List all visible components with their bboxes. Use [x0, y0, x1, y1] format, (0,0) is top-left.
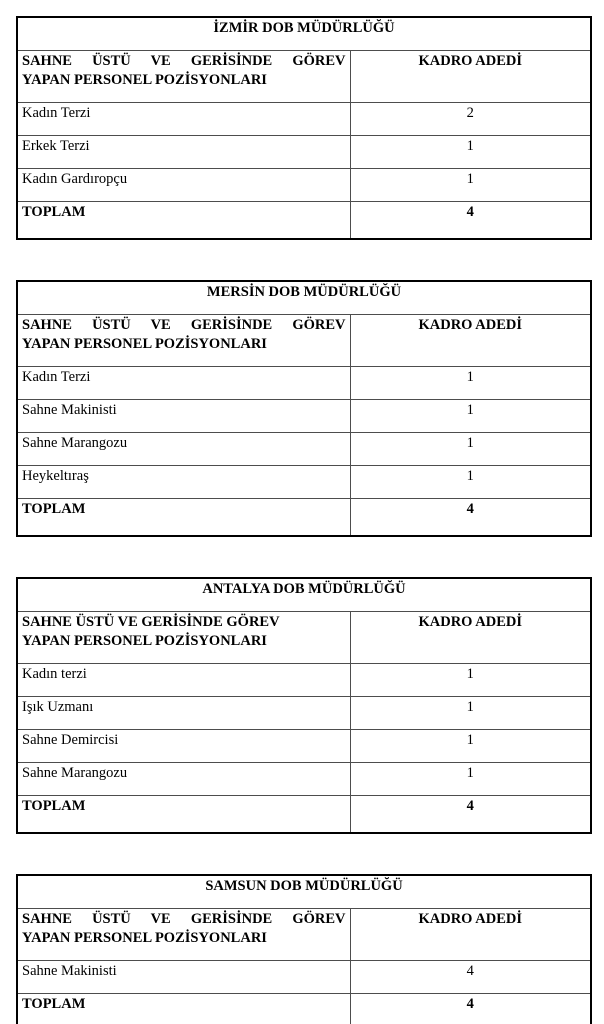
- kadro-column-header: KADRO ADEDİ: [350, 51, 591, 103]
- kadro-value-cell: 1: [350, 697, 591, 730]
- table-title: SAMSUN DOB MÜDÜRLÜĞÜ: [17, 875, 591, 909]
- table-row: [17, 466, 591, 499]
- table-row: [17, 697, 591, 730]
- table-title: ANTALYA DOB MÜDÜRLÜĞÜ: [17, 578, 591, 612]
- position-label-cell: Heykeltıraş: [17, 466, 350, 499]
- position-label-cell: Sahne Makinisti: [17, 961, 350, 994]
- kadro-value-cell: 1: [350, 367, 591, 400]
- table-row: [17, 136, 591, 169]
- total-row: [17, 499, 591, 537]
- position-label-cell: Erkek Terzi: [17, 136, 350, 169]
- total-row: [17, 796, 591, 834]
- position-label-cell: Kadın Gardıropçu: [17, 169, 350, 202]
- table-row: [17, 169, 591, 202]
- positions-header-line2: YAPAN PERSONEL POZİSYONLARI: [22, 633, 267, 649]
- positions-header-line1: SAHNE ÜSTÜ VE GERİSİNDE GÖREV: [22, 911, 346, 927]
- positions-header-line1: SAHNE ÜSTÜ VE GERİSİNDE GÖREV: [22, 317, 346, 333]
- kadro-value-cell: 1: [350, 730, 591, 763]
- table-row: [17, 103, 591, 136]
- table-header-row: [17, 909, 591, 961]
- position-label-cell: Sahne Makinisti: [17, 400, 350, 433]
- table-header-row: [17, 315, 591, 367]
- kadro-value-cell: 4: [350, 202, 591, 240]
- kadro-value-cell: 4: [350, 994, 591, 1024]
- dob-staff-table: [16, 16, 592, 240]
- position-label-cell: Sahne Marangozu: [17, 763, 350, 796]
- table-row: [17, 367, 591, 400]
- kadro-value-cell: 1: [350, 763, 591, 796]
- total-row: [17, 202, 591, 240]
- table-row: [17, 763, 591, 796]
- kadro-column-header: KADRO ADEDİ: [350, 909, 591, 961]
- position-label-cell: Sahne Marangozu: [17, 433, 350, 466]
- tables-container: [16, 16, 590, 1024]
- table-row: [17, 400, 591, 433]
- table-header-row: [17, 612, 591, 664]
- total-row: [17, 994, 591, 1024]
- position-label-cell: Kadın Terzi: [17, 367, 350, 400]
- positions-header-line1: SAHNE ÜSTÜ VE GERİSİNDE GÖREV: [22, 53, 346, 69]
- positions-column-header: [17, 612, 350, 664]
- kadro-value-cell: 4: [350, 796, 591, 834]
- position-label-cell: TOPLAM: [17, 499, 350, 537]
- table-title-row: [17, 281, 591, 315]
- table-title-row: [17, 17, 591, 51]
- table-row: [17, 730, 591, 763]
- positions-column-header: [17, 315, 350, 367]
- table-row: [17, 433, 591, 466]
- table-row: [17, 961, 591, 994]
- positions-header-line2: YAPAN PERSONEL POZİSYONLARI: [22, 930, 267, 946]
- position-label-cell: TOPLAM: [17, 796, 350, 834]
- kadro-value-cell: 1: [350, 466, 591, 499]
- position-label-cell: Kadın Terzi: [17, 103, 350, 136]
- kadro-value-cell: 1: [350, 136, 591, 169]
- kadro-value-cell: 2: [350, 103, 591, 136]
- kadro-value-cell: 1: [350, 400, 591, 433]
- kadro-value-cell: 4: [350, 499, 591, 537]
- table-header-row: [17, 51, 591, 103]
- dob-staff-table: [16, 577, 592, 834]
- position-label-cell: Kadın terzi: [17, 664, 350, 697]
- table-title-row: [17, 875, 591, 909]
- positions-column-header: [17, 51, 350, 103]
- dob-staff-table: [16, 280, 592, 537]
- position-label-cell: Sahne Demircisi: [17, 730, 350, 763]
- kadro-value-cell: 4: [350, 961, 591, 994]
- dob-staff-table: [16, 874, 592, 1024]
- table-title: İZMİR DOB MÜDÜRLÜĞÜ: [17, 17, 591, 51]
- positions-header-line2: YAPAN PERSONEL POZİSYONLARI: [22, 72, 267, 88]
- table-row: [17, 664, 591, 697]
- table-title-row: [17, 578, 591, 612]
- positions-header-line2: YAPAN PERSONEL POZİSYONLARI: [22, 336, 267, 352]
- table-title: MERSİN DOB MÜDÜRLÜĞÜ: [17, 281, 591, 315]
- kadro-value-cell: 1: [350, 169, 591, 202]
- positions-column-header: [17, 909, 350, 961]
- kadro-column-header: KADRO ADEDİ: [350, 612, 591, 664]
- position-label-cell: Işık Uzmanı: [17, 697, 350, 730]
- positions-header-line1: SAHNE ÜSTÜ VE GERİSİNDE GÖREV: [22, 614, 280, 630]
- kadro-value-cell: 1: [350, 433, 591, 466]
- position-label-cell: TOPLAM: [17, 202, 350, 240]
- position-label-cell: TOPLAM: [17, 994, 350, 1024]
- kadro-value-cell: 1: [350, 664, 591, 697]
- kadro-column-header: KADRO ADEDİ: [350, 315, 591, 367]
